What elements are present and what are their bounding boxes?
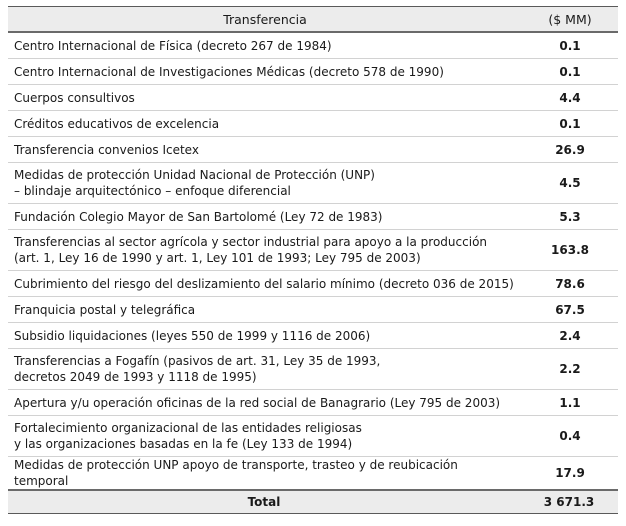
total-value: 3 671.3 <box>522 490 618 514</box>
table-row <box>8 297 618 323</box>
table-row <box>8 349 618 390</box>
table-row <box>8 271 618 297</box>
row-value: 26.9 <box>522 137 618 163</box>
table-row <box>8 32 618 59</box>
header-transferencia: Transferencia <box>8 7 522 33</box>
row-value: 1.1 <box>522 390 618 416</box>
table-row <box>8 416 618 457</box>
row-value: 0.4 <box>522 416 618 457</box>
table-row <box>8 204 618 230</box>
table-header-row <box>8 7 618 33</box>
row-value: 67.5 <box>522 297 618 323</box>
row-value: 78.6 <box>522 271 618 297</box>
row-label <box>8 390 522 416</box>
row-label-line: Transferencia convenios Icetex <box>14 142 199 157</box>
row-label-line: Transferencias al sector agrícola y sector industrial para apoyo a la producción <box>14 235 488 249</box>
total-label: Total <box>8 490 522 514</box>
row-label <box>8 111 522 137</box>
row-label <box>8 32 522 59</box>
row-label <box>8 297 522 323</box>
row-label <box>8 204 522 230</box>
row-label-line: Créditos educativos de excelencia <box>14 116 220 131</box>
row-value: 4.5 <box>522 163 618 204</box>
table-row <box>8 323 618 349</box>
row-value: 0.1 <box>522 111 618 137</box>
row-label-line: Franquicia postal y telegráfica <box>14 302 196 317</box>
row-value: 163.8 <box>522 230 618 271</box>
row-label-line: decretos 2049 de 1993 y 1118 de 1995) <box>14 370 257 384</box>
row-label <box>8 59 522 85</box>
row-value: 2.4 <box>522 323 618 349</box>
table-row <box>8 85 618 111</box>
row-label <box>8 163 522 204</box>
row-label-line: Centro Internacional de Física (decreto 267 de 1984) <box>14 38 332 53</box>
row-label <box>8 457 522 491</box>
row-label <box>8 416 522 457</box>
row-label-line: Apertura y/u operación oficinas de la red social de Banagrario (Ley 795 de 2003) <box>14 395 501 410</box>
row-value: 17.9 <box>522 457 618 491</box>
row-value: 4.4 <box>522 85 618 111</box>
row-label <box>8 271 522 297</box>
row-label-line: Medidas de protección UNP apoyo de transporte, trasteo y de reubicación temporal <box>14 458 458 488</box>
row-label <box>8 137 522 163</box>
row-label-line: Subsidio liquidaciones (leyes 550 de 1999 y 1116 de 2006) <box>14 328 371 343</box>
total-row <box>8 490 618 514</box>
row-value: 0.1 <box>522 32 618 59</box>
table-row <box>8 59 618 85</box>
row-label-line: Transferencias a Fogafín (pasivos de art. 31, Ley 35 de 1993, <box>14 354 381 368</box>
row-label-line: Fortalecimiento organizacional de las entidades religiosas <box>14 421 362 435</box>
table-row <box>8 137 618 163</box>
row-label-line: (art. 1, Ley 16 de 1990 y art. 1, Ley 101 de 1993; Ley 795 de 2003) <box>14 251 421 265</box>
row-label <box>8 323 522 349</box>
row-label-line: Fundación Colegio Mayor de San Bartolomé (Ley 72 de 1983) <box>14 209 383 224</box>
row-label <box>8 230 522 271</box>
transfer-table <box>8 6 618 514</box>
row-label-line: y las organizaciones basadas en la fe (Ley 133 de 1994) <box>14 437 353 451</box>
row-label <box>8 349 522 390</box>
table-row <box>8 230 618 271</box>
row-label-line: Cuerpos consultivos <box>14 90 135 105</box>
transfer-table-container <box>8 6 618 514</box>
row-label-line: – blindaje arquitectónico – enfoque diferencial <box>14 184 291 198</box>
table-row <box>8 390 618 416</box>
row-label-line: Cubrimiento del riesgo del deslizamiento del salario mínimo (decreto 036 de 2015) <box>14 276 514 291</box>
row-value: 5.3 <box>522 204 618 230</box>
row-label <box>8 85 522 111</box>
table-row <box>8 111 618 137</box>
header-amount: ($ MM) <box>522 7 618 33</box>
row-label-line: Centro Internacional de Investigaciones Médicas (decreto 578 de 1990) <box>14 64 444 79</box>
row-label-line: Medidas de protección Unidad Nacional de Protección (UNP) <box>14 168 375 182</box>
table-row <box>8 457 618 491</box>
table-row <box>8 163 618 204</box>
row-value: 0.1 <box>522 59 618 85</box>
row-value: 2.2 <box>522 349 618 390</box>
